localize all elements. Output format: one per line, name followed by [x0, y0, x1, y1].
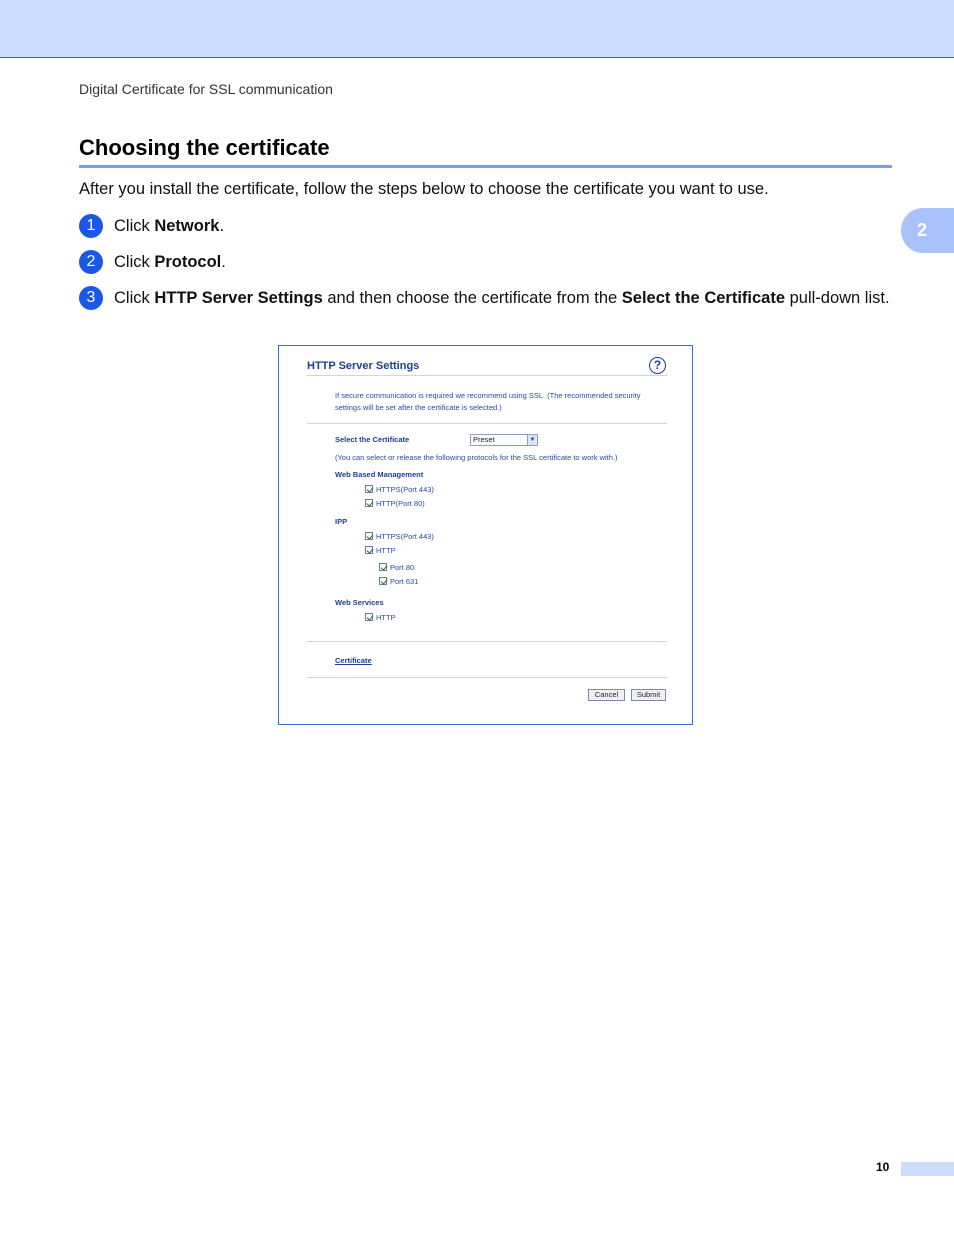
ipp-label: IPP [335, 517, 348, 526]
ipp-port80-checkbox[interactable] [379, 563, 414, 573]
ws-http-label: HTTP [376, 613, 396, 622]
chapter-tab: 2 [901, 208, 954, 253]
ipp-port631-checkbox[interactable] [379, 577, 418, 587]
intro-paragraph: After you install the certificate, follow the steps below to choose the certificate you want to use. [79, 180, 769, 198]
divider [307, 423, 667, 424]
title-rule [307, 375, 667, 376]
step-3-end: pull-down list. [785, 289, 890, 307]
protocol-note: (You can select or release the following protocols for the SSL certificate to work with.) [335, 453, 618, 462]
wbm-http-label: HTTP(Port 80) [376, 499, 425, 508]
select-certificate-label: Select the Certificate [335, 435, 410, 444]
step-2-end: . [221, 253, 226, 271]
checkbox-checked-icon [379, 577, 387, 585]
step-3-mid: and then choose the certificate from the [322, 289, 622, 307]
certificate-select-value: Preset [473, 435, 495, 444]
chevron-down-icon: ▼ [527, 435, 537, 445]
divider [307, 677, 667, 678]
help-icon[interactable]: ? [649, 357, 666, 374]
step-2-text: Click [114, 253, 155, 271]
step-3-text: Click [114, 289, 155, 307]
wbm-https-label: HTTPS(Port 443) [376, 485, 434, 494]
ws-http-checkbox[interactable] [365, 613, 396, 623]
checkbox-checked-icon [365, 532, 373, 540]
checkbox-checked-icon [365, 499, 373, 507]
running-head: Digital Certificate for SSL communication [79, 81, 333, 97]
divider [307, 641, 667, 642]
step-1-end: . [219, 217, 225, 235]
step-1-bold: Network [154, 217, 220, 235]
checkbox-checked-icon [365, 546, 373, 554]
wbm-https-checkbox[interactable] [365, 485, 434, 495]
page-number: 10 [876, 1160, 890, 1174]
top-band [0, 0, 954, 58]
submit-button[interactable]: Submit [631, 689, 666, 701]
certificate-link[interactable]: Certificate [335, 656, 372, 665]
checkbox-checked-icon [365, 485, 373, 493]
step-3 [79, 288, 894, 308]
cancel-button[interactable]: Cancel [588, 689, 625, 701]
settings-title: HTTP Server Settings [307, 360, 420, 372]
step-1 [79, 216, 894, 236]
ipp-port80-label: Port 80 [390, 563, 415, 572]
wbm-http-checkbox[interactable] [365, 499, 425, 509]
step-2-bold: Protocol [154, 253, 222, 271]
http-server-settings-screenshot [278, 345, 693, 725]
checkbox-checked-icon [379, 563, 387, 571]
certificate-select[interactable] [470, 434, 538, 446]
step-2 [79, 252, 894, 272]
step-number-2: 2 [79, 250, 103, 274]
ipp-port631-label: Port 631 [390, 577, 419, 586]
step-number-3: 3 [79, 286, 103, 310]
ipp-https-checkbox[interactable] [365, 532, 434, 542]
step-3-bold2: Select the Certificate [621, 289, 786, 307]
ssl-note: If secure communication is required we recommend using SSL. (The recommended security settings will be set after the certificate is selected.) [335, 391, 641, 412]
heading-rule [79, 165, 892, 168]
checkbox-checked-icon [365, 613, 373, 621]
ipp-http-label: HTTP [376, 546, 396, 555]
step-3-bold: HTTP Server Settings [154, 289, 323, 307]
step-1-text: Click [114, 217, 155, 235]
step-number-1: 1 [79, 214, 103, 238]
web-based-management-label: Web Based Management [335, 470, 424, 479]
web-services-label: Web Services [335, 598, 384, 607]
section-heading: Choosing the certificate [79, 135, 330, 160]
footer-bar [901, 1162, 954, 1176]
ipp-http-checkbox[interactable] [365, 546, 396, 556]
ipp-https-label: HTTPS(Port 443) [376, 532, 434, 541]
